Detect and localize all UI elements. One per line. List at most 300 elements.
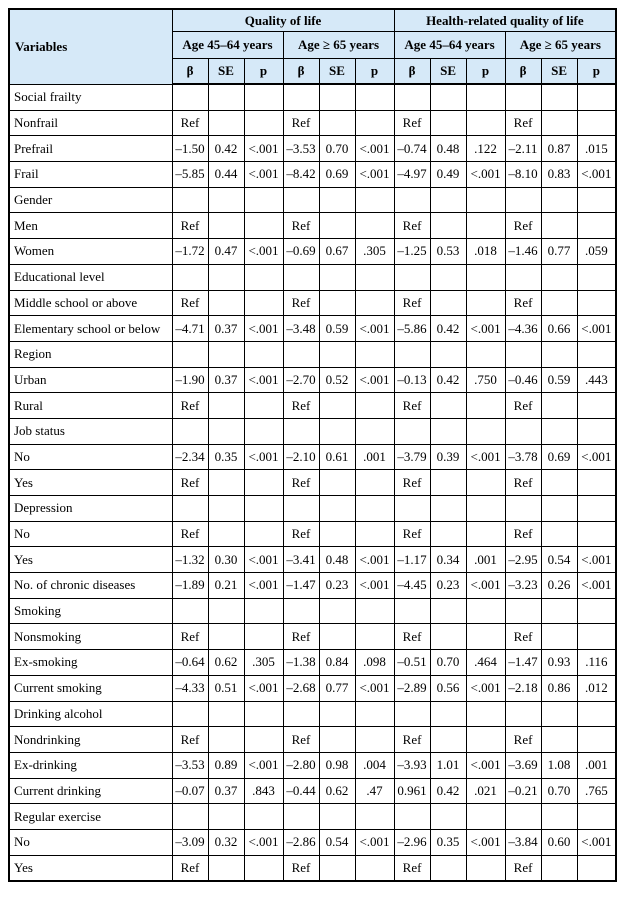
cell-beta: 0.961	[394, 778, 430, 804]
row-label: Frail	[9, 162, 172, 188]
cell-beta: Ref	[394, 521, 430, 547]
cell-se	[319, 341, 355, 367]
data-row	[9, 110, 616, 136]
cell-p	[577, 418, 616, 444]
cell-p	[244, 470, 283, 496]
cell-beta: –4.45	[394, 573, 430, 599]
data-row	[9, 675, 616, 701]
row-label: Job status	[9, 418, 172, 444]
cell-se	[208, 418, 244, 444]
data-row	[9, 393, 616, 419]
cell-se	[319, 187, 355, 213]
cell-beta	[505, 418, 541, 444]
cell-p	[355, 496, 394, 522]
cell-se: 0.51	[208, 675, 244, 701]
cell-beta: –3.78	[505, 444, 541, 470]
cell-beta: Ref	[505, 727, 541, 753]
cell-se: 0.67	[319, 239, 355, 265]
category-row	[9, 418, 616, 444]
cell-beta	[505, 598, 541, 624]
cell-se: 0.77	[541, 239, 577, 265]
data-row	[9, 521, 616, 547]
cell-beta: –3.09	[172, 829, 208, 855]
age-header-qol-65plus: Age ≥ 65 years	[283, 32, 394, 59]
cell-beta: Ref	[394, 110, 430, 136]
cell-p	[244, 727, 283, 753]
category-row	[9, 264, 616, 290]
cell-p	[355, 598, 394, 624]
row-label: Regular exercise	[9, 804, 172, 830]
cell-p: <.001	[466, 162, 505, 188]
cell-p: .750	[466, 367, 505, 393]
cell-p	[466, 496, 505, 522]
cell-se: 0.21	[208, 573, 244, 599]
cell-se: 0.60	[541, 829, 577, 855]
row-label: Yes	[9, 547, 172, 573]
cell-se	[541, 418, 577, 444]
cell-beta: –2.18	[505, 675, 541, 701]
cell-beta: –1.89	[172, 573, 208, 599]
row-label: No. of chronic diseases	[9, 573, 172, 599]
cell-se	[208, 521, 244, 547]
cell-p	[577, 701, 616, 727]
cell-beta: –1.25	[394, 239, 430, 265]
cell-se	[430, 187, 466, 213]
cell-p: <.001	[355, 675, 394, 701]
row-label: Men	[9, 213, 172, 239]
cell-se	[208, 470, 244, 496]
cell-p	[244, 264, 283, 290]
cell-se: 0.70	[430, 650, 466, 676]
row-label: Nondrinking	[9, 727, 172, 753]
cell-se: 0.77	[319, 675, 355, 701]
cell-se	[541, 624, 577, 650]
cell-beta: –3.79	[394, 444, 430, 470]
cell-se	[541, 496, 577, 522]
cell-p	[577, 187, 616, 213]
cell-beta	[172, 598, 208, 624]
cell-se	[208, 393, 244, 419]
cell-beta	[172, 496, 208, 522]
cell-se: 0.39	[430, 444, 466, 470]
cell-se	[541, 264, 577, 290]
cell-beta: –5.85	[172, 162, 208, 188]
cell-se: 1.01	[430, 752, 466, 778]
cell-p: .122	[466, 136, 505, 162]
cell-p	[244, 624, 283, 650]
cell-p	[577, 521, 616, 547]
cell-beta: Ref	[172, 290, 208, 316]
cell-beta: Ref	[505, 521, 541, 547]
cell-beta	[394, 418, 430, 444]
cell-p: .305	[355, 239, 394, 265]
cell-p: .059	[577, 239, 616, 265]
cell-p: <.001	[577, 316, 616, 342]
cell-beta: –0.69	[283, 239, 319, 265]
cell-p	[355, 110, 394, 136]
cell-se: 0.89	[208, 752, 244, 778]
cell-se	[430, 264, 466, 290]
row-label: Middle school or above	[9, 290, 172, 316]
cell-beta: –1.72	[172, 239, 208, 265]
cell-p: <.001	[244, 829, 283, 855]
cell-se: 0.42	[208, 136, 244, 162]
cell-beta: –2.34	[172, 444, 208, 470]
cell-se	[430, 110, 466, 136]
group-header-quality-of-life: Quality of life	[172, 9, 394, 32]
cell-se: 0.23	[319, 573, 355, 599]
cell-se	[541, 598, 577, 624]
cell-p	[355, 393, 394, 419]
cell-p	[466, 624, 505, 650]
data-row	[9, 316, 616, 342]
cell-p	[466, 110, 505, 136]
variables-header: Variables	[9, 9, 172, 84]
cell-se	[541, 341, 577, 367]
cell-se	[541, 110, 577, 136]
data-row	[9, 162, 616, 188]
cell-se	[541, 701, 577, 727]
stat-header-p: p	[466, 59, 505, 85]
cell-p: .116	[577, 650, 616, 676]
cell-p	[577, 290, 616, 316]
cell-p	[355, 521, 394, 547]
cell-se: 0.66	[541, 316, 577, 342]
category-row	[9, 84, 616, 110]
cell-beta: Ref	[505, 470, 541, 496]
cell-p: .843	[244, 778, 283, 804]
cell-se	[208, 264, 244, 290]
row-label: No	[9, 521, 172, 547]
cell-p	[355, 187, 394, 213]
cell-p: .305	[244, 650, 283, 676]
cell-se: 0.69	[541, 444, 577, 470]
cell-beta	[394, 84, 430, 110]
cell-p	[244, 855, 283, 881]
cell-beta: –8.10	[505, 162, 541, 188]
cell-se	[208, 598, 244, 624]
cell-p	[244, 341, 283, 367]
cell-se	[319, 496, 355, 522]
cell-beta	[505, 264, 541, 290]
cell-p: <.001	[244, 675, 283, 701]
cell-beta: Ref	[394, 290, 430, 316]
cell-se	[430, 341, 466, 367]
category-row	[9, 496, 616, 522]
cell-se	[319, 393, 355, 419]
cell-beta	[283, 84, 319, 110]
row-label: Drinking alcohol	[9, 701, 172, 727]
cell-beta: Ref	[394, 624, 430, 650]
data-row	[9, 239, 616, 265]
cell-p: <.001	[577, 829, 616, 855]
cell-beta: –0.21	[505, 778, 541, 804]
cell-beta	[505, 341, 541, 367]
cell-p	[577, 84, 616, 110]
cell-p	[577, 470, 616, 496]
cell-p	[355, 470, 394, 496]
cell-beta: Ref	[394, 727, 430, 753]
cell-beta: –0.46	[505, 367, 541, 393]
cell-p	[577, 264, 616, 290]
cell-beta: –2.11	[505, 136, 541, 162]
cell-se	[319, 804, 355, 830]
cell-beta: Ref	[172, 855, 208, 881]
cell-beta: Ref	[505, 290, 541, 316]
cell-beta	[394, 264, 430, 290]
row-label: Depression	[9, 496, 172, 522]
cell-p: <.001	[577, 444, 616, 470]
group-header-row	[9, 9, 616, 32]
cell-beta	[283, 341, 319, 367]
cell-se: 0.98	[319, 752, 355, 778]
cell-se: 0.42	[430, 367, 466, 393]
cell-beta: –0.13	[394, 367, 430, 393]
cell-p	[244, 418, 283, 444]
cell-p: .47	[355, 778, 394, 804]
group-header-health-related-quality-of-life: Health-related quality of life	[394, 9, 616, 32]
cell-beta: –4.97	[394, 162, 430, 188]
cell-p	[577, 624, 616, 650]
stat-header-se: SE	[319, 59, 355, 85]
cell-se	[319, 855, 355, 881]
cell-se	[541, 84, 577, 110]
cell-beta	[394, 187, 430, 213]
cell-beta: –8.42	[283, 162, 319, 188]
cell-p: <.001	[244, 547, 283, 573]
cell-p: <.001	[355, 136, 394, 162]
cell-se: 0.61	[319, 444, 355, 470]
cell-beta: Ref	[394, 393, 430, 419]
cell-beta: –4.71	[172, 316, 208, 342]
data-row	[9, 367, 616, 393]
cell-p	[244, 187, 283, 213]
cell-beta: –2.70	[283, 367, 319, 393]
cell-se	[430, 418, 466, 444]
cell-se: 0.83	[541, 162, 577, 188]
cell-beta: –0.51	[394, 650, 430, 676]
cell-beta	[505, 701, 541, 727]
cell-se: 0.26	[541, 573, 577, 599]
cell-se: 0.23	[430, 573, 466, 599]
cell-p	[577, 855, 616, 881]
cell-p	[466, 290, 505, 316]
row-label: Smoking	[9, 598, 172, 624]
cell-se: 0.48	[430, 136, 466, 162]
cell-se	[208, 701, 244, 727]
cell-beta: Ref	[283, 110, 319, 136]
row-label: Elementary school or below	[9, 316, 172, 342]
cell-se: 0.86	[541, 675, 577, 701]
cell-p	[244, 110, 283, 136]
cell-p	[577, 496, 616, 522]
cell-se	[430, 470, 466, 496]
cell-p: <.001	[466, 752, 505, 778]
data-row	[9, 444, 616, 470]
row-label: Current drinking	[9, 778, 172, 804]
cell-se: 0.32	[208, 829, 244, 855]
cell-beta: –3.41	[283, 547, 319, 573]
data-row	[9, 829, 616, 855]
cell-se	[319, 624, 355, 650]
cell-se	[208, 624, 244, 650]
cell-beta	[283, 496, 319, 522]
cell-p: <.001	[244, 752, 283, 778]
cell-beta	[172, 264, 208, 290]
cell-p	[577, 341, 616, 367]
cell-se: 0.37	[208, 367, 244, 393]
cell-se	[430, 290, 466, 316]
cell-beta: Ref	[505, 855, 541, 881]
cell-se: 0.69	[319, 162, 355, 188]
cell-p	[466, 418, 505, 444]
cell-beta: –1.46	[505, 239, 541, 265]
cell-p: .001	[577, 752, 616, 778]
cell-beta: –0.44	[283, 778, 319, 804]
cell-p: .012	[577, 675, 616, 701]
row-label: Ex-drinking	[9, 752, 172, 778]
cell-p	[466, 804, 505, 830]
cell-p: <.001	[244, 316, 283, 342]
cell-se	[208, 187, 244, 213]
cell-se	[430, 496, 466, 522]
cell-se	[208, 290, 244, 316]
cell-p	[577, 598, 616, 624]
cell-p: .001	[355, 444, 394, 470]
cell-beta	[505, 84, 541, 110]
cell-se: 0.37	[208, 778, 244, 804]
data-row	[9, 855, 616, 881]
row-label: Gender	[9, 187, 172, 213]
cell-beta: –1.50	[172, 136, 208, 162]
stat-header-p: p	[244, 59, 283, 85]
cell-se: 0.87	[541, 136, 577, 162]
row-label: Current smoking	[9, 675, 172, 701]
category-row	[9, 598, 616, 624]
cell-p	[577, 393, 616, 419]
age-header-qol-45-64: Age 45–64 years	[172, 32, 283, 59]
cell-p: <.001	[244, 573, 283, 599]
stat-header-beta: β	[172, 59, 208, 85]
cell-se: 0.30	[208, 547, 244, 573]
cell-se	[208, 727, 244, 753]
cell-se: 0.37	[208, 316, 244, 342]
row-label: Social frailty	[9, 84, 172, 110]
cell-se: 0.54	[541, 547, 577, 573]
cell-p: .443	[577, 367, 616, 393]
cell-p: <.001	[355, 162, 394, 188]
cell-beta: Ref	[394, 470, 430, 496]
cell-p	[577, 727, 616, 753]
cell-p: .464	[466, 650, 505, 676]
row-label: Rural	[9, 393, 172, 419]
cell-se: 0.54	[319, 829, 355, 855]
age-header-hrqol-65plus: Age ≥ 65 years	[505, 32, 616, 59]
cell-se: 0.59	[541, 367, 577, 393]
stat-header-beta: β	[505, 59, 541, 85]
cell-p	[355, 804, 394, 830]
row-label: Educational level	[9, 264, 172, 290]
cell-se	[319, 418, 355, 444]
cell-se	[430, 521, 466, 547]
cell-beta	[394, 496, 430, 522]
cell-beta: –3.84	[505, 829, 541, 855]
cell-se: 0.56	[430, 675, 466, 701]
cell-p: <.001	[466, 829, 505, 855]
cell-p	[244, 290, 283, 316]
cell-se	[319, 213, 355, 239]
cell-p: .015	[577, 136, 616, 162]
cell-se	[430, 213, 466, 239]
cell-beta: –4.36	[505, 316, 541, 342]
row-label: Region	[9, 341, 172, 367]
cell-p	[466, 727, 505, 753]
cell-beta: Ref	[172, 470, 208, 496]
cell-p	[244, 598, 283, 624]
row-label: Nonfrail	[9, 110, 172, 136]
data-row	[9, 624, 616, 650]
cell-se	[430, 624, 466, 650]
row-label: No	[9, 444, 172, 470]
cell-p	[466, 855, 505, 881]
row-label: Ex-smoking	[9, 650, 172, 676]
cell-p	[466, 84, 505, 110]
data-row	[9, 136, 616, 162]
cell-beta: –4.33	[172, 675, 208, 701]
row-label: Women	[9, 239, 172, 265]
cell-beta: –2.89	[394, 675, 430, 701]
cell-p	[355, 213, 394, 239]
data-row	[9, 778, 616, 804]
cell-beta: Ref	[172, 393, 208, 419]
age-header-hrqol-45-64: Age 45–64 years	[394, 32, 505, 59]
cell-beta	[394, 341, 430, 367]
cell-beta: Ref	[283, 290, 319, 316]
cell-se: 0.59	[319, 316, 355, 342]
cell-se	[208, 496, 244, 522]
stat-header-p: p	[577, 59, 616, 85]
data-row	[9, 573, 616, 599]
category-row	[9, 341, 616, 367]
cell-beta	[283, 418, 319, 444]
cell-p	[355, 264, 394, 290]
cell-p: <.001	[466, 316, 505, 342]
cell-se: 0.42	[430, 316, 466, 342]
cell-beta: –2.80	[283, 752, 319, 778]
cell-se: 0.48	[319, 547, 355, 573]
cell-se	[541, 393, 577, 419]
data-row	[9, 650, 616, 676]
cell-p: .018	[466, 239, 505, 265]
cell-beta: –1.90	[172, 367, 208, 393]
cell-beta: Ref	[283, 727, 319, 753]
cell-p	[466, 393, 505, 419]
cell-beta: Ref	[394, 213, 430, 239]
cell-beta: Ref	[172, 624, 208, 650]
cell-beta: –3.53	[172, 752, 208, 778]
cell-p	[355, 84, 394, 110]
cell-p	[577, 213, 616, 239]
cell-beta	[172, 84, 208, 110]
row-label: Yes	[9, 855, 172, 881]
cell-p	[244, 84, 283, 110]
cell-p: <.001	[355, 547, 394, 573]
cell-beta: Ref	[172, 521, 208, 547]
cell-se: 0.70	[541, 778, 577, 804]
cell-beta	[283, 598, 319, 624]
cell-beta: Ref	[283, 521, 319, 547]
cell-p: .098	[355, 650, 394, 676]
